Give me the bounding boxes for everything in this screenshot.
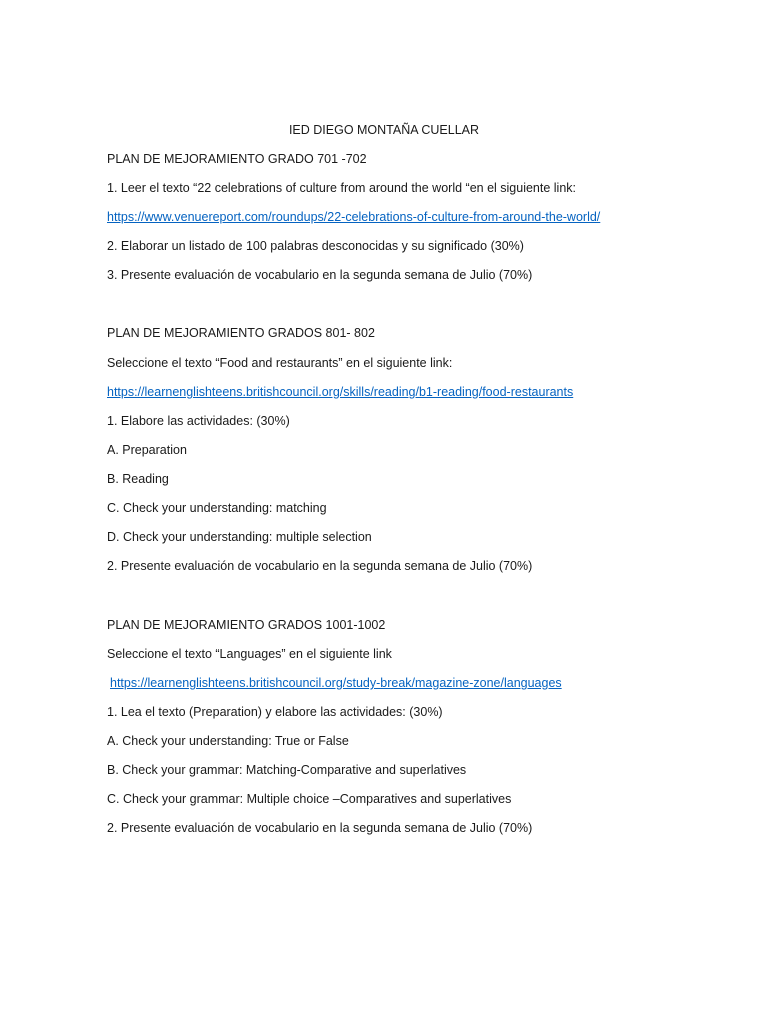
section3-link[interactable]: https://learnenglishteens.britishcouncil.org/study-break/magazine-zone/languages xyxy=(110,676,562,690)
section3-sub-b: B. Check your grammar: Matching-Comparative and superlatives xyxy=(107,763,467,777)
section1-heading: PLAN DE MEJORAMIENTO GRADO 701 -702 xyxy=(107,152,367,166)
section1-item-1: 1. Leer el texto “22 celebrations of culture from around the world “en el siguiente link: xyxy=(107,181,577,195)
section3-item-1: 1. Lea el texto (Preparation) y elabore las actividades: (30%) xyxy=(107,705,443,719)
section2-sub-d: D. Check your understanding: multiple selection xyxy=(107,530,372,544)
document-title: IED DIEGO MONTAÑA CUELLAR xyxy=(288,123,480,137)
section1-item-3: 3. Presente evaluación de vocabulario en la segunda semana de Julio (70%) xyxy=(107,268,533,282)
section3-heading: PLAN DE MEJORAMIENTO GRADOS 1001-1002 xyxy=(107,618,386,632)
section3-item-2: 2. Presente evaluación de vocabulario en la segunda semana de Julio (70%) xyxy=(107,821,533,835)
section2-sub-c: C. Check your understanding: matching xyxy=(107,501,327,515)
section2-item-2: 2. Presente evaluación de vocabulario en la segunda semana de Julio (70%) xyxy=(107,559,533,573)
section2-item-1: 1. Elabore las actividades: (30%) xyxy=(107,414,290,428)
section2-sub-a: A. Preparation xyxy=(107,443,187,457)
section1-link[interactable]: https://www.venuereport.com/roundups/22-celebrations-of-culture-from-around-the-world/ xyxy=(107,210,601,224)
section3-intro: Seleccione el texto “Languages” en el siguiente link xyxy=(107,647,392,661)
section1-item-2: 2. Elaborar un listado de 100 palabras desconocidas y su significado (30%) xyxy=(107,239,524,253)
section2-heading: PLAN DE MEJORAMIENTO GRADOS 801- 802 xyxy=(107,326,375,340)
section3-sub-c: C. Check your grammar: Multiple choice –Comparatives and superlatives xyxy=(107,792,512,806)
section2-sub-b: B. Reading xyxy=(107,472,169,486)
section3-sub-a: A. Check your understanding: True or False xyxy=(107,734,349,748)
section2-link[interactable]: https://learnenglishteens.britishcouncil.org/skills/reading/b1-reading/food-restaurants xyxy=(107,385,574,399)
section2-intro: Seleccione el texto “Food and restaurants” en el siguiente link: xyxy=(107,356,453,370)
